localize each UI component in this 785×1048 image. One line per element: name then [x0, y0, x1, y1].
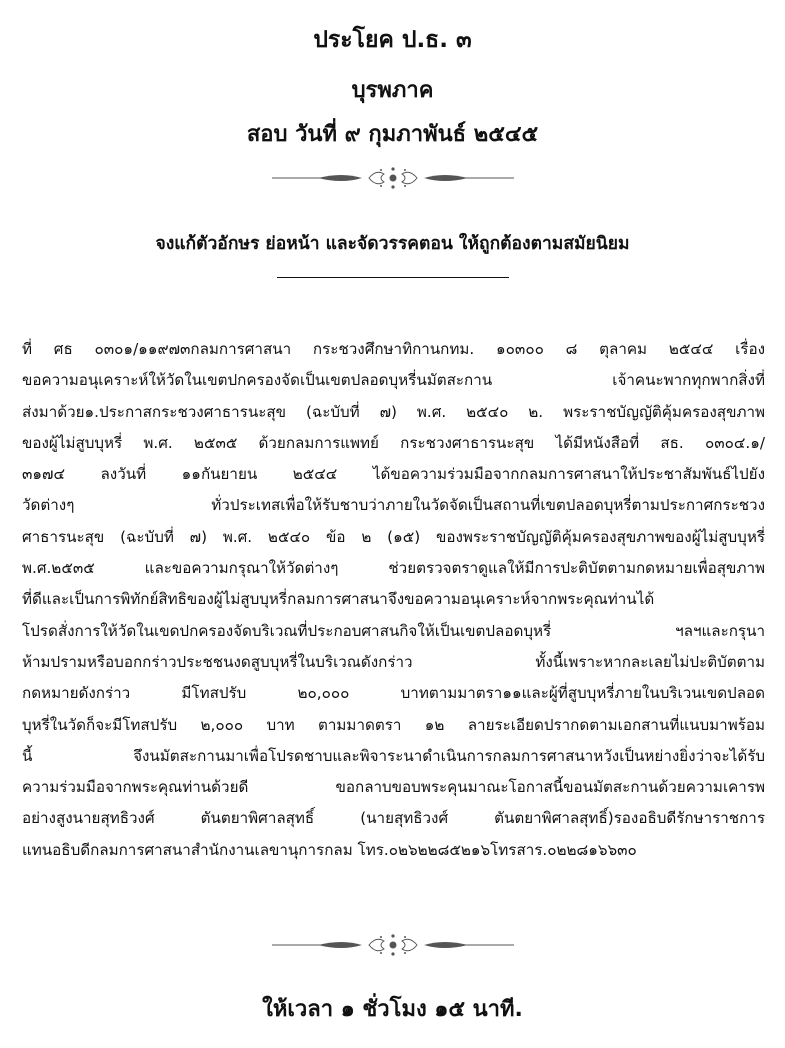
passage-line: ความร่วมมือจากพระคุณท่านด้วยดี ขอกลาบขอบพระคุนมาณะโอกาสนี้ขอนมัตสะกานด้วยความเคารพ: [22, 778, 765, 797]
exam-subtitle: บุรพภาค: [351, 78, 434, 103]
horizontal-rule: [277, 277, 509, 278]
passage-line: อย่างสูงนายสุทธิวงศ์ ตันตยาพิศาลสุทธิ์ (นายสุทธิวงศ์ ตันตยาพิศาลสุทธิ์)รองอธิบดีรักษาราชการ: [22, 809, 765, 828]
passage-line: ของผู้ไม่สูบบุหรี่ พ.ศ. ๒๕๓๕ ด้วยกลมการแพทย์ กระชวงศาธารนะสุข ได้มีหนังสือที่ สธ. ๐๓๐๔.๑/: [22, 433, 765, 452]
passage-line: โปรดสั่งการให้วัดในเขดปกครองจัดบริเวณที่ประกอบศาสนกิจให้เป็นเขตปลอดบุหรี่ ฯลฯและกรุนา: [22, 621, 765, 640]
passage-line: แทนอธิบดีกลมการศาสนาสำนักงานเลขานุการกลม โทร.๐๒๖๒๒๘๕๒๑๖โทรสาร.๐๒๒๘๑๖๖๓๐: [22, 840, 637, 859]
passage-line: ที่ ศธ ๐๓๐๑/๑๑๙๗๓กลมการศาสนา กระชวงศึกษาทิกานกทม. ๑๐๓๐๐ ๘ ตุลาคม ๒๕๔๔ เรื่อง: [22, 340, 765, 358]
instruction-text: จงแก้ตัวอักษร ย่อหน้า และจัดวรรคตอน ให้ถูกต้องตามสมัยนิยม: [155, 234, 630, 254]
passage-line: กดหมายดังกร่าว มีโทสปรับ ๒๐,๐๐๐ บาทตามมาตรา๑๑และผู้ที่สูบบุหรี่ภายในบริเวนเขดปลอด: [22, 684, 765, 703]
passage-line: ศาธารนะสุข (ฉะบับที่ ๗) พ.ศ. ๒๕๔๐ ข้อ ๒ (๑๕) ของพระราชบัญญัติคุ้มครองสุขภาพของผู้ไม่สูบบุหรี่: [22, 527, 765, 546]
passage-line: วัดต่างๆ ทั่วประเทสเพื่อให้รับชาบว่าภายในวัดจัดเป็นสถานที่เขตปลอดบุหรี่ตามประกาศกระชวง: [22, 496, 765, 515]
passage-body: [22, 334, 765, 866]
passage-line: ห้ามปรามหรือบอกกร่าวประชชนงดสูบบุหรี่ในบริเวณดังกร่าว ทั้งนี้เพราะหากละเลยไม่ปะติบัตตาม: [22, 652, 765, 671]
passage-line: ที่ดีและเป็นการพิทักย์สิทธิของผู้ไม่สูบบุหรี่กลมการศาสนาจึงขอความอนุเคราะห์จากพระคุณท่านได้: [22, 590, 655, 609]
ornament-divider-top: [272, 165, 514, 191]
ornament-divider-bottom: [272, 932, 514, 958]
passage-line: ขอความอนุเคราะห์ให้วัดในเขตปกครองจัดเป็นเขตปลอดบุหรี่นมัตสะกาน เจ้าคนะพากทุกพากสิ่งที่: [22, 371, 765, 390]
passage-line: พ.ศ.๒๕๓๕ และขอความกรุณาให้วัดต่างๆ ช่วยตรวจตราดูแลให้มีการปะติบัตตามกดหมายเพื่อสุขภาพ: [22, 559, 765, 578]
exam-date: สอบ วันที่ ๙ กุมภาพันธ์ ๒๕๔๕: [246, 122, 539, 147]
passage-line: บุหรี่ในวัดก็จะมีโทสปรับ ๒,๐๐๐ บาท ตามมาดตรา ๑๒ ลายระเอียดปรากดตามเอกสานที่แนบมาพร้อม: [22, 715, 765, 734]
time-allowed: ให้เวลา ๑ ชั่วโมง ๑๕ นาที.: [262, 997, 523, 1022]
passage-line: นี้ จึงนมัตสะกานมาเพื่อโปรดชาบและพิจาระนาดำเนินการกลมการศาสนาหวังเป็นหย่างยิ่งว่าจะได้รับ: [22, 746, 765, 765]
passage-line: ๓๑๗๔ ลงวันที่ ๑๑กันยายน ๒๕๔๔ ได้ขอความร่วมมือจากกลมการศาสนาให้ประชาสัมพันธ์ไปยัง: [22, 465, 765, 484]
exam-title: ประโยค ป.ธ. ๓: [313, 27, 472, 53]
passage-line: ส่งมาด้วย๑.ประกาสกระชวงศาธารนะสุข (ฉะบับที่ ๗) พ.ศ. ๒๕๔๐ ๒. พระราชบัญญัติคุ้มครองสุขภาพ: [22, 402, 765, 421]
